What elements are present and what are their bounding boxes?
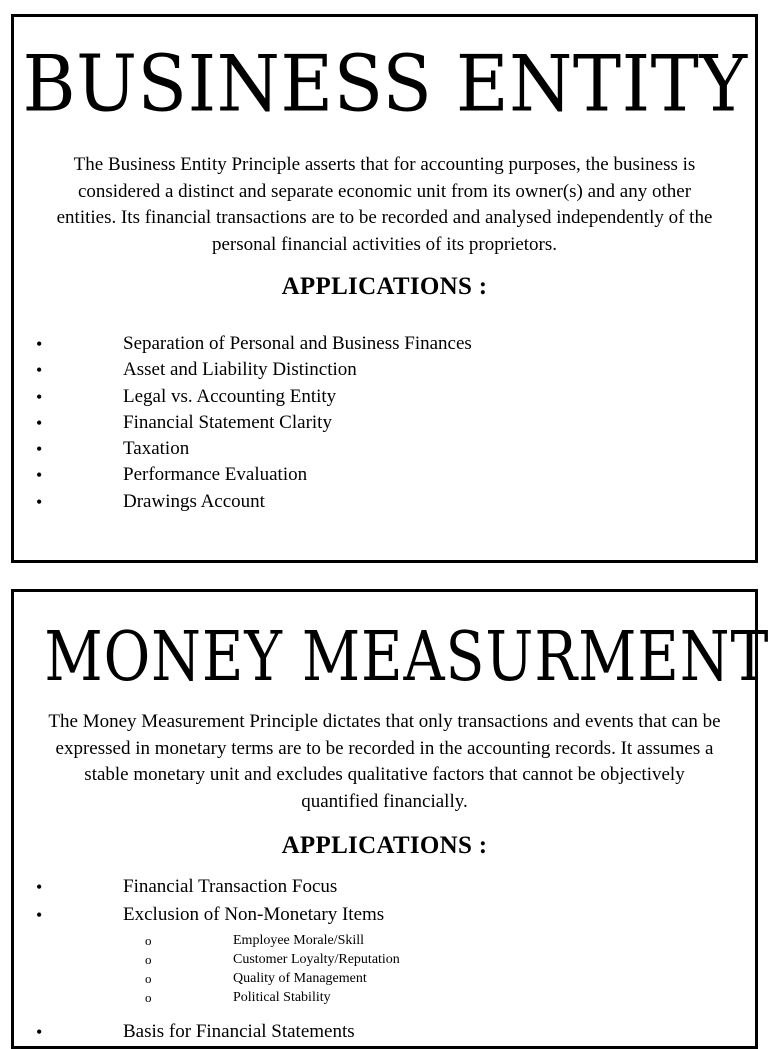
circle-bullet-icon: o bbox=[145, 990, 152, 1005]
section-description: The Business Entity Principle asserts that for accounting purposes, the business is considered a distinct and separate economic unit from its owner(s) and any other entities. Its financial transactions are to be recorded and analysed independently of the personal financial activities of its proprietors. bbox=[56, 154, 713, 255]
applications-list bbox=[14, 331, 755, 515]
list-item: • Financial Statement Clarity bbox=[14, 410, 755, 436]
bullet-icon: • bbox=[36, 904, 43, 925]
bullet-icon: • bbox=[36, 1022, 43, 1042]
section-title: BUSINESS ENTITY bbox=[22, 38, 748, 130]
business-entity-card bbox=[11, 14, 758, 563]
bullet-icon: • bbox=[36, 412, 43, 433]
section-title: MONEY MEASURMENT bbox=[44, 616, 769, 697]
circle-bullet-icon: o bbox=[145, 971, 152, 986]
bullet-icon: • bbox=[36, 360, 43, 381]
circle-bullet-icon: o bbox=[145, 933, 152, 948]
bullet-icon: • bbox=[36, 334, 43, 354]
sub-list-item: o Employee Morale/Skill bbox=[145, 933, 365, 948]
list-item: • Asset and Liability Distinction bbox=[14, 357, 755, 383]
applications-heading: APPLICATIONS : bbox=[281, 832, 488, 859]
list-item: • Taxation bbox=[14, 436, 755, 462]
list-item: • Separation of Personal and Business Finances bbox=[14, 331, 755, 357]
list-item: • Basis for Financial Statements bbox=[14, 1019, 755, 1047]
list-item: • Legal vs. Accounting Entity bbox=[14, 384, 755, 410]
list-item: • Drawings Account bbox=[14, 489, 755, 515]
bullet-icon: • bbox=[36, 491, 43, 512]
bullet-icon: • bbox=[36, 465, 43, 486]
applications-heading: APPLICATIONS : bbox=[281, 273, 488, 300]
section-description: The Money Measurement Principle dictates that only transactions and events that can be expressed in monetary terms are to be recorded in the accounting records. It assumes a stable monetary unit and excludes qualitative factors that cannot be objectively quantified financially. bbox=[48, 711, 721, 812]
sub-list-item: o Customer Loyalty/Reputation bbox=[145, 952, 400, 967]
list-item: • Exclusion of Non-Monetary Items bbox=[14, 902, 755, 930]
list-item: • Financial Transaction Focus bbox=[14, 874, 755, 902]
bullet-icon: • bbox=[36, 439, 43, 460]
sublist-container bbox=[14, 931, 755, 1007]
bullet-icon: • bbox=[36, 877, 43, 897]
bullet-icon: • bbox=[36, 386, 43, 407]
circle-bullet-icon: o bbox=[145, 952, 152, 967]
money-measurement-card bbox=[11, 589, 769, 1049]
sub-list-item: o Quality of Management bbox=[145, 971, 367, 986]
sub-list-item: o Political Stability bbox=[145, 990, 331, 1005]
applications-list bbox=[14, 874, 755, 1047]
list-item: • Performance Evaluation bbox=[14, 462, 755, 488]
non-monetary-items-list bbox=[14, 931, 755, 1007]
